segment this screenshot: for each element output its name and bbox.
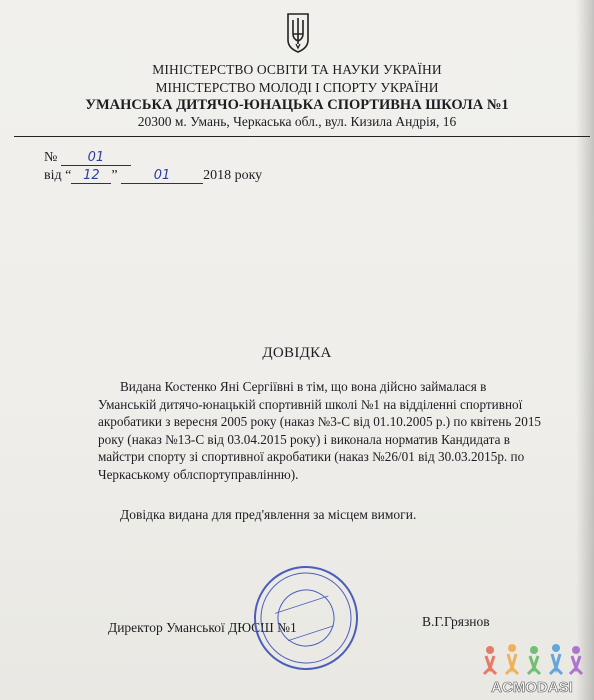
header-divider: [14, 136, 590, 137]
number-value: 01: [61, 150, 131, 166]
ministry-education: МІНІСТЕРСТВО ОСВІТИ ТА НАУКИ УКРАЇНИ: [152, 62, 442, 77]
date-prefix: від: [44, 168, 62, 183]
acmodasi-watermark: [476, 640, 588, 696]
month-value: 01: [121, 168, 203, 184]
watermark-text: ACMODASI: [491, 679, 573, 696]
body-line: Видана Костенко Яні Сергіївні в тім, що вона дійсно займалася в: [120, 379, 487, 394]
closing-statement: Довідка видана для пред'явлення за місцем вимоги.: [120, 507, 417, 522]
signatory-position: Директор Уманської ДЮСШ №1: [108, 620, 297, 635]
body-line: Черкаському облспортуправлінню).: [98, 466, 299, 482]
signatory-name: В.Г.Грязнов: [422, 614, 490, 629]
body-line: акробатики з вересня 2005 року (наказ №3-С від 01.10.2005 р.) по квітень 2015: [98, 414, 542, 429]
day-value: 12: [71, 168, 111, 184]
school-name: УМАНСЬКА ДИТЯЧО-ЮНАЦЬКА СПОРТИВНА ШКОЛА №1: [85, 97, 509, 113]
body-line: майстри спорту зі спортивної акробатики (наказ №26/01 від 30.03.2015р. по: [98, 449, 525, 464]
document-body: [98, 378, 542, 483]
number-label: №: [44, 150, 58, 165]
registration-date: від “ 12 ” 01 2018 року: [44, 168, 263, 183]
body-line: Уманській дитячо-юнацькій спортивній школі №1 на відділенні спортивної: [98, 396, 523, 412]
registration-number: [44, 150, 131, 166]
ministry-youth-sport: МІНІСТЕРСТВО МОЛОДІ І СПОРТУ УКРАЇНИ: [155, 80, 439, 95]
trident-emblem-icon: [285, 10, 311, 54]
body-line: року (наказ №13-С від 03.04.2015 року) і виконала норматив Кандидата в: [98, 431, 510, 447]
official-stamp: [252, 564, 360, 672]
document-title: ДОВІДКА: [262, 345, 332, 361]
year-suffix: 2018 року: [203, 168, 263, 183]
school-address: 20300 м. Умань, Черкаська обл., вул. Кизила Андрія, 16: [137, 114, 457, 129]
